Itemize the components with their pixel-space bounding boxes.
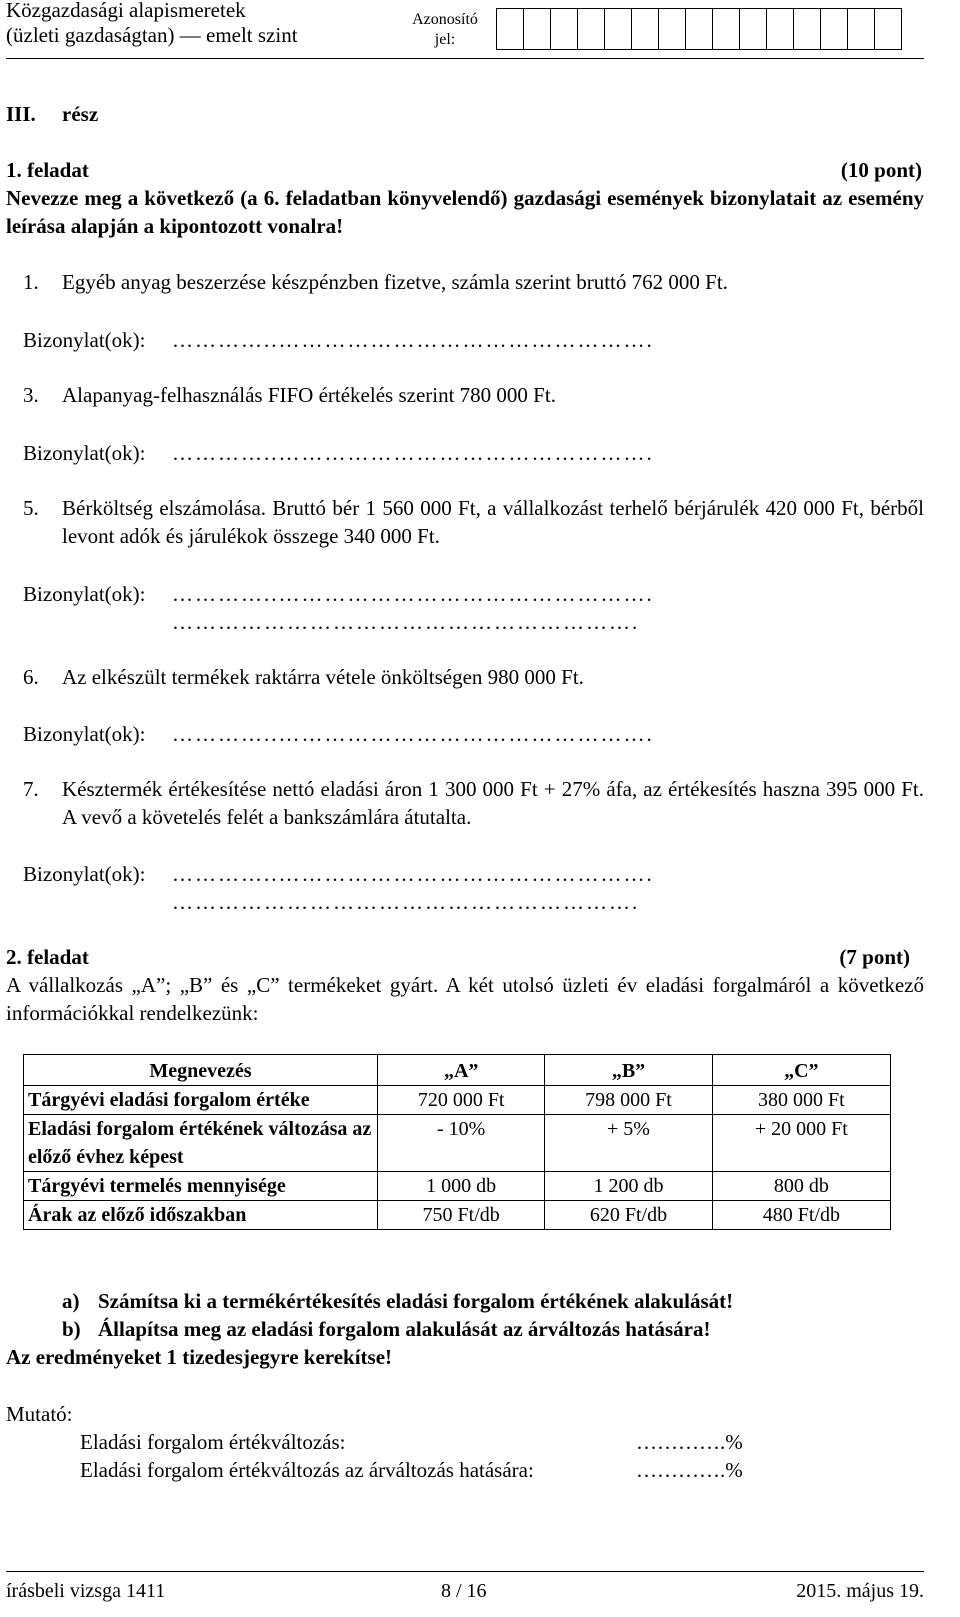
- footer-date: 2015. május 19.: [796, 1580, 924, 1602]
- answer-line[interactable]: …………..………………………………………….: [172, 328, 654, 352]
- id-box[interactable]: [631, 8, 659, 50]
- id-box[interactable]: [685, 8, 713, 50]
- cell-a: 720 000 Ft: [378, 1086, 545, 1115]
- table-header: „A”: [378, 1055, 545, 1086]
- id-box[interactable]: [793, 8, 821, 50]
- bizonylat-label: Bizonylat(ok):: [23, 722, 146, 746]
- question-b-letter: b): [62, 1317, 81, 1341]
- cell-a: 750 Ft/db: [378, 1201, 545, 1230]
- indicator-1: Eladási forgalom értékváltozás:: [80, 1430, 346, 1454]
- id-box[interactable]: [820, 8, 848, 50]
- item-text: Alapanyag-felhasználás FIFO értékelés szerint 780 000 Ft.: [62, 383, 556, 407]
- indicator-2-answer[interactable]: ………….%: [636, 1458, 743, 1482]
- indicator-label: Mutató:: [6, 1402, 73, 1426]
- item-number: 6.: [23, 665, 39, 689]
- id-input-boxes[interactable]: [497, 8, 902, 50]
- item-number: 7.: [23, 777, 39, 801]
- item-text: Bérköltség elszámolása. Bruttó bér 1 560 000 Ft, a vállalkozást terhelő bérjárulék 420 000 Ft, bérből levont adók és járulékok összege 340 000 Ft.: [62, 496, 924, 548]
- answer-line[interactable]: …………..………………………………………….: [172, 722, 654, 746]
- task2-title: 2. feladat: [6, 945, 89, 969]
- table-header: „C”: [712, 1055, 890, 1086]
- indicator-2: Eladási forgalom értékváltozás az árváltozás hatására:: [80, 1458, 534, 1482]
- footer-exam-code: írásbeli vizsga 1411: [6, 1580, 166, 1602]
- answer-line[interactable]: …………………………………………………….: [172, 890, 640, 914]
- answer-line[interactable]: …………..………………………………………….: [172, 582, 654, 606]
- bizonylat-label: Bizonylat(ok):: [23, 582, 146, 606]
- bizonylat-label: Bizonylat(ok):: [23, 328, 146, 352]
- item-number: 5.: [23, 496, 39, 520]
- id-box[interactable]: [658, 8, 686, 50]
- table-row: [24, 1201, 891, 1230]
- cell-b: 620 Ft/db: [545, 1201, 712, 1230]
- cell-a: 1 000 db: [378, 1172, 545, 1201]
- page-number: 8 / 16: [441, 1580, 487, 1602]
- part-title: rész: [62, 102, 99, 126]
- cell-a: - 10%: [378, 1115, 545, 1172]
- id-box[interactable]: [712, 8, 740, 50]
- indicator-1-answer[interactable]: ………….%: [636, 1430, 743, 1454]
- cell-c: 800 db: [712, 1172, 890, 1201]
- id-box[interactable]: [766, 8, 794, 50]
- id-box[interactable]: [739, 8, 767, 50]
- item-number: 1.: [23, 270, 39, 294]
- id-box[interactable]: [874, 8, 902, 50]
- cell-c: + 20 000 Ft: [712, 1115, 890, 1172]
- cell-c: 480 Ft/db: [712, 1201, 890, 1230]
- answer-line[interactable]: …………..………………………………………….: [172, 862, 654, 886]
- item-text: Az elkészült termékek raktárra vétele önköltségen 980 000 Ft.: [62, 665, 584, 689]
- id-box[interactable]: [847, 8, 875, 50]
- task1-title: 1. feladat: [6, 158, 89, 182]
- task1-points: (10 pont): [840, 158, 922, 182]
- table-row: [24, 1115, 891, 1172]
- table-header: Megnevezés: [24, 1055, 378, 1086]
- header-divider: [6, 58, 924, 59]
- part-number: III.: [6, 102, 36, 126]
- rounding-instruction: Az eredményeket 1 tizedesjegyre kerekítse!: [6, 1345, 393, 1369]
- id-box[interactable]: [577, 8, 605, 50]
- row-label: Tárgyévi eladási forgalom értéke: [24, 1086, 378, 1115]
- item-text: Egyéb anyag beszerzése készpénzben fizetve, számla szerint bruttó 762 000 Ft.: [62, 270, 728, 294]
- sales-table: [23, 1054, 891, 1230]
- table-row: [24, 1172, 891, 1201]
- cell-c: 380 000 Ft: [712, 1086, 890, 1115]
- task2-points: (7 pont): [839, 945, 910, 969]
- row-label: Árak az előző időszakban: [24, 1201, 378, 1230]
- question-b: Állapítsa meg az eladási forgalom alakulását az árváltozás hatására!: [98, 1317, 711, 1341]
- bizonylat-label: Bizonylat(ok):: [23, 862, 146, 886]
- question-a: Számítsa ki a termékértékesítés eladási forgalom értékének alakulását!: [98, 1289, 734, 1313]
- answer-line[interactable]: …………………………………………………….: [172, 610, 640, 634]
- id-box[interactable]: [523, 8, 551, 50]
- id-box[interactable]: [496, 8, 524, 50]
- table-row: [24, 1086, 891, 1115]
- task1-intro: Nevezze meg a következő (a 6. feladatban könyvelendő) gazdasági események bizonylatait az esemény leírása alapján a kipontozott vonalra!: [6, 186, 924, 238]
- cell-b: 798 000 Ft: [545, 1086, 712, 1115]
- item-number: 3.: [23, 383, 39, 407]
- id-label-line2: jel:: [434, 31, 456, 48]
- table-header-row: [24, 1055, 891, 1086]
- id-box[interactable]: [550, 8, 578, 50]
- answer-line[interactable]: …………..………………………………………….: [172, 441, 654, 465]
- row-label: Eladási forgalom értékének változása az előző évhez képest: [24, 1115, 378, 1172]
- subject-title: Közgazdasági alapismeretek: [6, 0, 246, 22]
- cell-b: 1 200 db: [545, 1172, 712, 1201]
- task2-intro: A vállalkozás „A”; „B” és „C” termékeket gyárt. A két utolsó üzleti év eladási forgalmáról a következő információkkal rendelkezünk:: [6, 973, 924, 1025]
- table-header: „B”: [545, 1055, 712, 1086]
- subject-level: (üzleti gazdaságtan) — emelt szint: [6, 23, 298, 47]
- question-a-letter: a): [62, 1289, 80, 1313]
- id-box[interactable]: [604, 8, 632, 50]
- row-label: Tárgyévi termelés mennyisége: [24, 1172, 378, 1201]
- item-text: Késztermék értékesítése nettó eladási áron 1 300 000 Ft + 27% áfa, az értékesítés haszna 395 000 Ft. A vevő a követelés felét a bankszámlára átutalta.: [62, 777, 924, 829]
- id-label-line1: Azonosító: [412, 11, 478, 28]
- bizonylat-label: Bizonylat(ok):: [23, 441, 146, 465]
- cell-b: + 5%: [545, 1115, 712, 1172]
- footer-divider: [6, 1571, 924, 1572]
